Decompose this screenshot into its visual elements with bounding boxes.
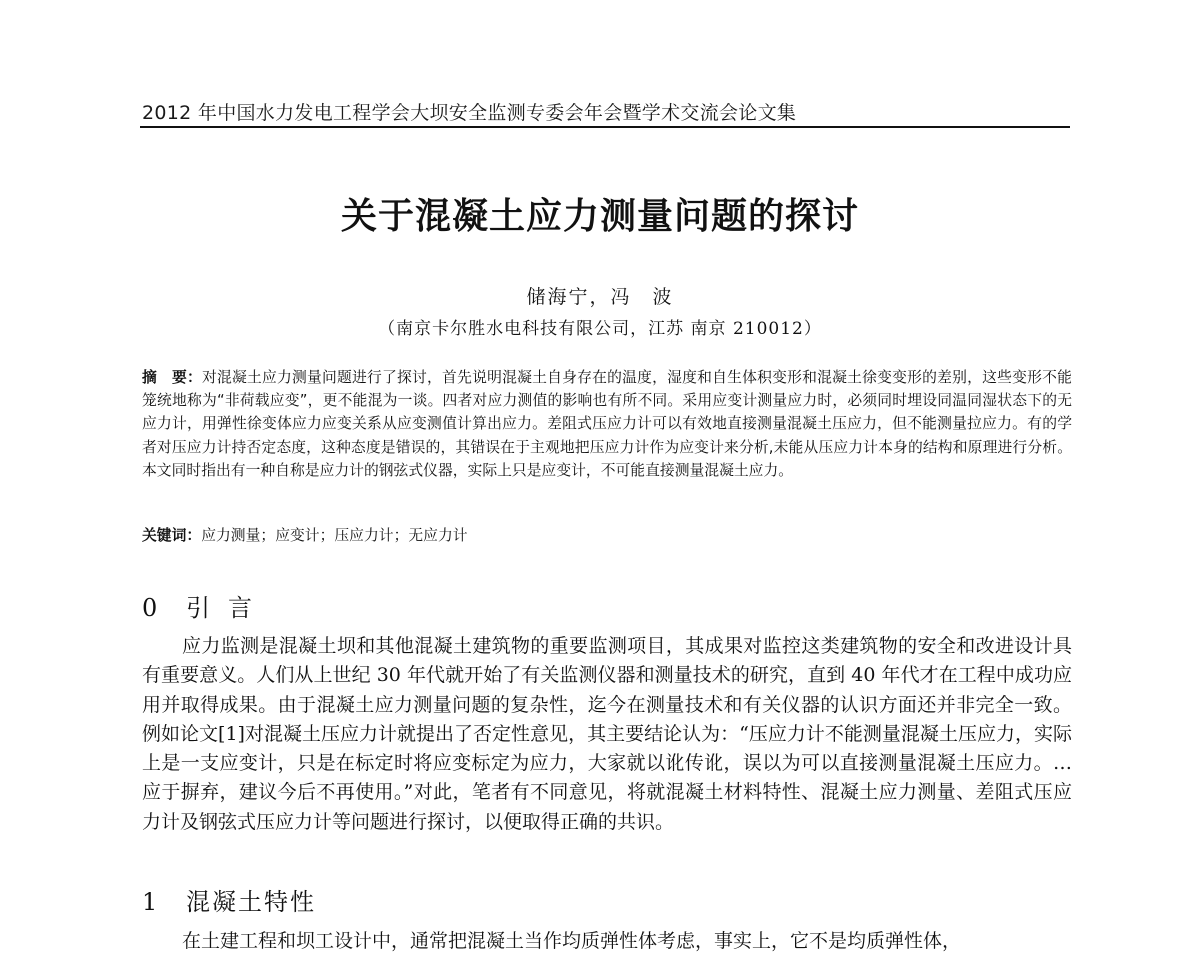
abstract-text: 对混凝土应力测量问题进行了探讨，首先说明混凝土自身存在的温度，湿度和自生体积变形和混凝土徐变变形的差别，这些变形不能笼统地称为“非荷载应变”，更不能混为一谈。四者对应力测值的影响也有所不同。采用应变计测量应力时，必须同时埋设同温同湿状态下的无应力计，用弹性徐变体应力应变关系从应变测值计算出应力。差阻式压应力计可以有效地直接测量混凝土压应力，但不能测量拉应力。有的学者对压应力计持否定态度，这种态度是错误的，其错误在于主观地把压应力计作为应变计来分析,未能从压应力计本身的结构和原理进行分析。本文同时指出有一种自称是应力计的钢弦式仪器，实际上只是应变计，不可能直接测量混凝土应力。: [142, 369, 1072, 479]
section-title: 混凝土特性: [186, 888, 316, 916]
paper-authors: 储海宁，冯 波: [526, 286, 674, 308]
paper-affiliation: （南京卡尔胜水电科技有限公司，江苏 南京 210012）: [378, 319, 822, 339]
section-number: 1: [142, 888, 160, 916]
introduction-paragraph: 应力监测是混凝土坝和其他混凝土建筑物的重要监测项目，其成果对监控这类建筑物的安全和改进设计具有重要意义。人们从上世纪 30 年代就开始了有关监测仪器和测量技术的研究，直到 40 年代才在工程中成功应用并取得成果。由于混凝土应力测量问题的复杂性，迄今在测量技术和有关仪器的认识方面还并非完全一致。例如论文[1]对混凝土压应力计就提出了否定性意见，其主要结论认为：“压应力计不能测量混凝土压应力，实际上是一支应变计，只是在标定时将应变标定为应力，大家就以讹传讹，误以为可以直接测量混凝土压应力。…应于摒弃，建议今后不再使用。”对此，笔者有不同意见，将就混凝土材料特性、混凝土应力测量、差阻式压应力计及钢弦式压应力计等问题进行探讨，以便取得正确的共识。: [142, 635, 1072, 833]
keywords-label: 关键词：: [142, 527, 202, 544]
section-heading-concrete-properties: [142, 882, 316, 917]
section-title: 引言: [186, 594, 270, 622]
section-heading-introduction: [142, 588, 270, 623]
abstract-label: 摘 要：: [142, 369, 203, 386]
concrete-properties-paragraph: 在土建工程和坝工设计中，通常把混凝土当作均质弹性体考虑，事实上，它不是均质弹性体，: [182, 930, 962, 952]
running-header: 2012 年中国水力发电工程学会大坝安全监测专委会年会暨学术交流会论文集: [142, 102, 797, 124]
section-number: 0: [142, 594, 158, 622]
abstract: [142, 366, 1072, 482]
keywords-text: 应力测量；应变计；压应力计；无应力计: [201, 527, 468, 544]
paper-title: 关于混凝土应力测量问题的探讨: [340, 195, 859, 237]
header-rule: [140, 126, 1070, 128]
keywords: [142, 524, 1072, 545]
